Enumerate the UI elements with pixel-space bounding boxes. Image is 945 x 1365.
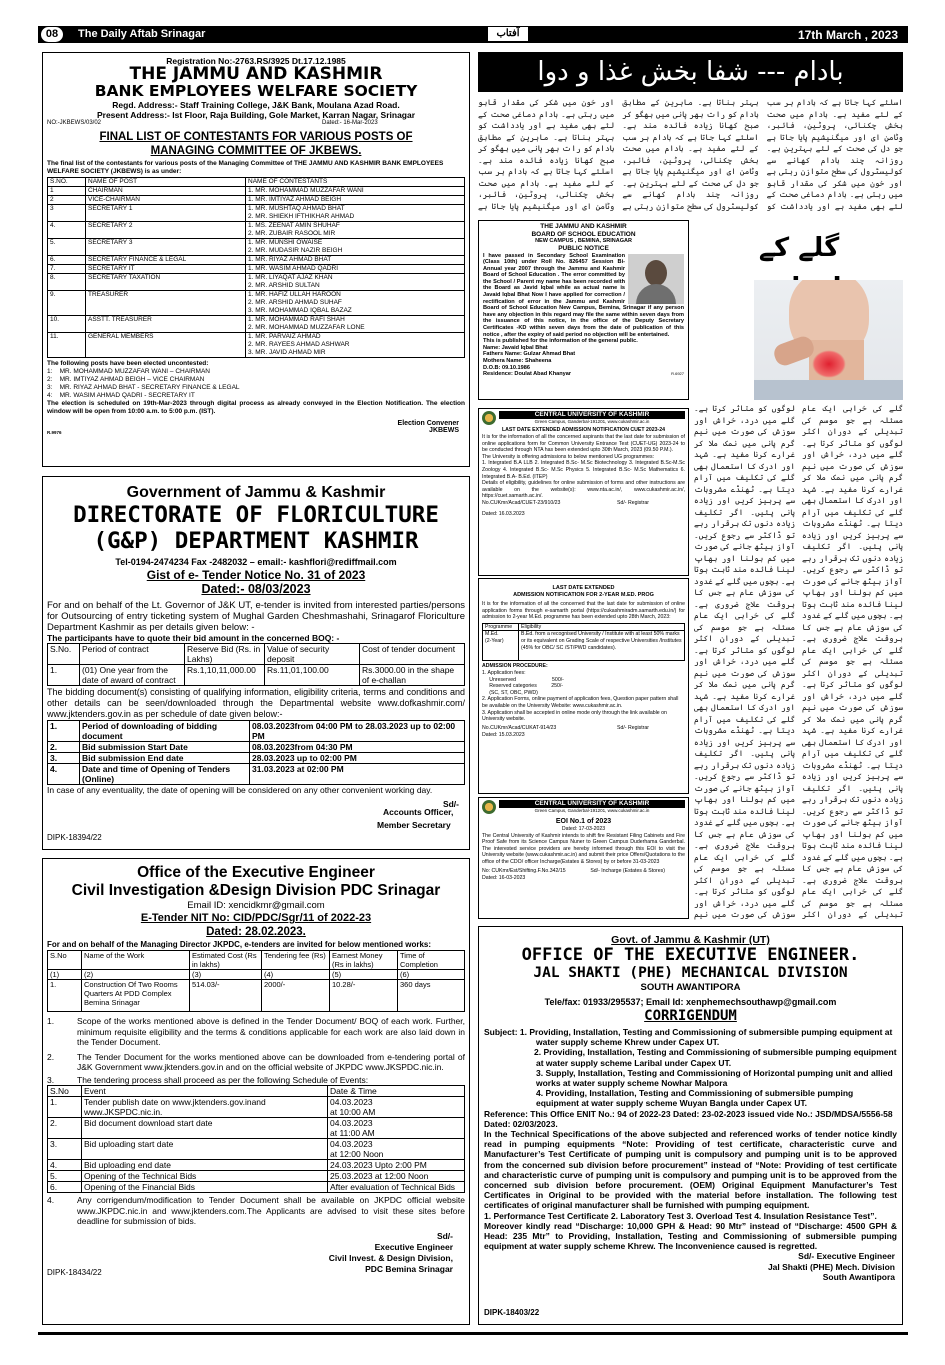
contestant-cell: SECRETARY TAXATION [86, 274, 246, 291]
cuet-date: Dated: 16.03.2023 [482, 510, 525, 517]
issue-date: 17th March , 2023 [797, 28, 898, 42]
pdc-sd: Sd/- [436, 1230, 453, 1241]
boq-cell: Rs.1,10,11,000.00 [185, 665, 265, 686]
med-date: Dated: 15.03.2023 [482, 731, 525, 738]
works-col: Earnest Money (Rs in lakhs) [330, 951, 398, 970]
works-num: (4) [262, 970, 330, 980]
works-num: (3) [190, 970, 262, 980]
para-text: Scope of the works mentioned above is defined in the Tender Document/ BOQ of each work. Further, minimum requisite eligibility and the terms & conditions applicable for each work are also laid down in the Tender Document. [77, 1016, 465, 1047]
contestant-cell: SECRETARY FINANCE & LEGAL [86, 256, 246, 265]
registration-no: Registration No:-2763.RS/3925 Dt.17.12.1985 [166, 56, 346, 66]
pdc-para-2: 2. The Tender Document for the works mentioned above can be downloaded from e-tendering portal of J&K Government www.jktenders.gov.in and on the official website of JKPDC www.JKSPDC.nic.in. [47, 1051, 465, 1072]
table-row [48, 256, 465, 265]
event-cell: 4. [48, 1160, 82, 1171]
med-col: Eligibility [519, 623, 685, 631]
med-prog: M.Ed. (2-Year) [483, 631, 519, 661]
cuk-eoi-notice [478, 797, 689, 919]
events-col: Event [82, 1086, 328, 1097]
bose-code: R.6927 [671, 371, 684, 377]
jal-title-2: JAL SHAKTI (PHE) MECHANICAL DIVISION [533, 965, 848, 981]
event-cell: 04.03.2023 at 12:00 Noon [328, 1139, 465, 1160]
subject-item: 2. Providing, Installation, Testing and Commissioning of submersible pumping equipment at water supply scheme Laribal under Capex UT. [534, 1047, 897, 1068]
works-col: Time of Completion [398, 951, 465, 970]
works-cell: 514.03/- [190, 980, 262, 1012]
works-cell: Construction Of Two Rooms Quarters At PDD Complex Bemina Srinagar [82, 980, 190, 1012]
page-header [38, 26, 908, 43]
jal-body-1: In the Technical Specifications of the above subjected and referenced works of tender notice kindly read in pumping equipments “Note: Providing of test certificate, characteristic curve and Manufacturer’s Test Certificate of pumping unit is compulsory and pumping unit is to be approved from the concerned sub division before procurement” instead of “Note: Providing of test certificate and characteristic curve of pumping unit is compulsory and pumping unit is to be approved from the concerned sub division before procurement. (OEM) Original Equipment Manufacturer’s Test Certificates in Original to be provided with the material before installation. The following test certificates of original manufacturer shall be furnished with pumping equipment. [484, 1129, 897, 1211]
contestant-cell: 1 [48, 187, 86, 196]
boq-cell: 1. [48, 665, 80, 686]
table-row [48, 196, 465, 205]
bose-residence: Residence: Doulat Abad Khanyar [483, 371, 572, 378]
boq-table [47, 643, 465, 686]
works-cell: 2000/- [262, 980, 330, 1012]
schedule-cell: 31.03.2023 at 02:00 PM [250, 764, 465, 785]
contestant-cell: 11. [48, 333, 86, 358]
masthead-logo: آفتاب [488, 27, 528, 41]
para-text: Any corrigendum/modification to Tender Document shall be available on JKPDC official website www.JKPDC.nic.in and www.jktenders.com.The Applicants are advised to visit these sites before deadline for submission of bids. [77, 1195, 465, 1226]
regd-address: Regd. Address:- Staff Training College, J&K Bank, Moulana Azad Road. [112, 100, 400, 110]
med-eligibility: B.Ed. from a recognised University / Institute with at least 50% marks or its equivalent on Grading Scale of respective Universities /Institutes (45% for OBC/ SC /ST/PWD candidates). [519, 631, 685, 661]
contestant-cell: ASSTT. TREASURER [86, 316, 246, 333]
boq-cell: Rs.3000.00 in the shape of e-challan [360, 665, 465, 686]
convener-org: JKBEWS [429, 427, 459, 434]
bose-title-1: THE JAMMU AND KASHMIR [540, 223, 627, 230]
contestant-cell: 1. MR. IMTIYAZ AHMAD BEIGH [246, 196, 465, 205]
contestant-cell: 1. MR. RIYAZ AHMAD BHAT [246, 256, 465, 265]
med-col: Programme [483, 623, 519, 631]
eoi-dated: Dated: 16-03-2023 [482, 874, 526, 881]
med-fee-2: 2. Application Forms, online payment of application fees, Question paper pattern shall be available on the University Website: www.cukashmir.ac.in. [482, 696, 679, 709]
event-cell: 25.03.2023 at 12:00 Noon [328, 1171, 465, 1182]
bose-title-2: BOARD OF SCHOOL EDUCATION [531, 230, 636, 238]
table-row [48, 316, 465, 333]
urdu-text: اسلئے کہا جاتا ہے کہ بادام ہر سب کے لئے مفید ہے۔ بادام میں صحت بخش چکنائی، پروٹین، فائبر، وٹامن ای اور میگنیشیم پایا جاتا ہے جو دل کی صحت کے لئے بہترین ہے۔ روزانہ چند بادام کھانے سے کولیسٹرول کی سطح متوازن رہتی ہے اور خون میں شکر کی مقدار قابو میں رہتی ہے۔ بادام دماغی صحت کے لئے بھی مفید ہے اور یادداشت کو بہتر بناتا ہے۔ ماہرین کے مطابق بادام کو رات بھر پانی میں بھگو کر صبح کھانا زیادہ فائدہ مند ہے۔ [478, 98, 759, 211]
eoi-sd: Sd/- Incharge (Estates & Stores) [590, 867, 665, 874]
list-item: 3: MR. RIYAZ AHMAD BHAT - SECRETARY FINANCE & LEGAL [47, 384, 240, 391]
med-body: It is for the information of all the concerned that the last date for submission of online application forms through e-samarth portal (https://cukashmiradm.samarth.edu.in/) for admission to 2-year M.Ed. programme has been extended upto 28th March, 2023: [482, 601, 685, 621]
contestant-cell: 1. MR. PARVAIZ AHMAD 2. MR. RAYEES AHMAD ASHWAR 3. MR. JAVID AHMAD MIR [246, 333, 465, 358]
jal-code: DIPK-18403/22 [484, 1308, 540, 1317]
urdu-article-top [478, 97, 903, 217]
contestant-cell: 1. MR. MOHAMMAD MUZZAFAR WANI [246, 187, 465, 196]
list-item: 2: MR. IMTIYAZ AHMAD BEIGH – VICE CHAIRMAN [47, 376, 205, 383]
throat-article-header [694, 220, 903, 400]
contestant-cell: 9. [48, 291, 86, 316]
col-sno: S.NO. [48, 178, 86, 187]
jal-subject [484, 1027, 897, 1109]
floriculture-notice [42, 476, 470, 850]
works-cell: 1. [48, 980, 82, 1012]
contestant-cell: 10. [48, 316, 86, 333]
schedule-cell: 08.03.2023from 04:00 PM to 28.03.2023 up to 02:00 PM [250, 721, 465, 742]
event-cell: 04.03.2023 at 11:00 AM [328, 1118, 465, 1139]
med-procedure-head: ADMISSION PROCEDURE: [482, 663, 548, 670]
schedule-cell: 3. [48, 753, 80, 764]
col-post: NAME OF POST [86, 178, 246, 187]
pdc-para-3: 3. The tendering process shall proceed as per the following Schedule of Events: [47, 1075, 465, 1086]
bottom-rule [38, 1332, 908, 1335]
events-col: S.No [48, 1086, 82, 1097]
flori-intro: For and on behalf of the Lt. Governor of J&K UT, e-tender is invited from interested parties/persons for Outsourcing of entry ticketing system of Mughal Garden Cheshmashahi, Srinagarof Floriculture Department Kashmir as per details given below: - [47, 600, 465, 633]
bose-public-notice: PUBLIC NOTICE [558, 245, 609, 252]
pdc-notice [42, 858, 470, 1325]
contestant-cell: 1. MS. ZEENAT AMIN SHUHAF 2. MR. ZUBAIR RASOOL MIR [246, 222, 465, 239]
present-address: Present Address:- Ist Floor, Raja Building, Gole Market, Karran Nagar, Srinagar [96, 110, 416, 120]
urdu-text: اسلئے کہا جاتا ہے کہ بادام ہر سب کے لئے مفید ہے۔ بادام میں صحت بخش چکنائی، پروٹین، فائبر، وٹامن ای اور میگنیشیم پایا جاتا ہے جو دل کی صحت کے لئے بہترین ہے۔ روزانہ چند بادام کھانے سے کولیسٹرول کی سطح متوازن رہتی ہے اور خون میں شکر کی مقدار قابو میں رہتی ہے۔ بادام دماغی صحت کے لئے بھی مفید ہے اور یادداشت کو بہتر بناتا ہے۔ ماہرین کے مطابق بادام کو رات بھر پانی میں بھگو کر صبح کھانا زیادہ فائدہ مند ہے۔ [622, 98, 903, 211]
table-row [48, 1097, 465, 1118]
cuk-logo-icon [482, 800, 496, 814]
corrigendum-heading: CORRIGENDUM [644, 1008, 737, 1024]
gist-date: Dated:- 08/03/2023 [201, 582, 311, 596]
flori-contacts: Tel-0194-2474234 Fax -2482032 – email:- kashflori@rediffmail.com [115, 557, 397, 567]
table-row [48, 239, 465, 256]
flori-sig-1: Accounts Officer, [383, 807, 454, 817]
subject-item: Subject: 1. Providing, Installation, Testing and Commissioning of submersible pumping equipment at water supply scheme Khrew under Capex UT. [484, 1027, 893, 1048]
throat-title: گلے کے [758, 233, 840, 263]
col-contestants: NAME OF CONTESTANTS [246, 178, 465, 187]
table-row [48, 333, 465, 358]
table-row [48, 291, 465, 316]
notice-date: Dated:- 16-Mar-2023 [322, 120, 378, 126]
pdc-email: Email ID: xencidkmr@gmail.com [187, 900, 325, 911]
cuk-title: CENTRAL UNIVERSITY OF KASHMIR [499, 411, 685, 419]
eventuality-note: In case of any eventuality, the date of opening will be considered on any other convenient working day. [47, 785, 433, 795]
bose-notice [478, 220, 689, 400]
contestant-cell: 1. MR. MUNSHI OWAISE 2. MR. MUDASIR NAZIR BEIGH [246, 239, 465, 256]
final-list-heading: FINAL LIST OF CONTESTANTS FOR VARIOUS POSTS OF [99, 131, 413, 143]
event-cell: 04.03.2023 at 10:00 AM [328, 1097, 465, 1118]
event-cell: 2. [48, 1118, 82, 1139]
table-row [48, 665, 465, 686]
event-cell: 24.03.2023 Upto 2:00 PM [328, 1160, 465, 1171]
urdu-article-mid [694, 403, 903, 921]
table-row [48, 721, 465, 742]
med-sd: Sd/- Registrar [617, 724, 649, 731]
works-cell: 10.28/- [330, 980, 398, 1012]
event-cell: Bid uploading start date [82, 1139, 328, 1160]
eoi-body: The Central University of Kashmir intends to shift fire Resistant Filing Cabinets and Fire Proof Safe from its Science Campus Nuner to Green Campus Duderhama Ganderbal. The interested service providers are hereby informed through this EOI to visit the University website (www.cukashmir.ac.in) and submit their price Offers/Quotations to the office of the CDO/ officer Incharge(Estates & Stores) by or before 31-03-2023 [482, 832, 685, 865]
table-row [48, 205, 465, 222]
boq-col-sno: S.No. [48, 644, 80, 665]
pdc-title-2: Civil Investigation &Design Division PDC Srinagar [71, 882, 441, 899]
jal-shakti-notice [478, 926, 903, 1325]
works-num: (2) [82, 970, 190, 980]
boq-cell: (01) One year from the date of award of contract [80, 665, 185, 686]
table-row [48, 222, 465, 239]
cuet-heading: LAST DATE EXTENDED ADMISSION NOTIFICATION CUET 2023-24 [501, 427, 666, 433]
med-heading-2: ADMISSION NOTIFICATION FOR 2-YEAR M.ED. PROG [513, 592, 654, 598]
final-list-heading-2: MANAGING COMMITTEE OF JKBEWS. [150, 145, 362, 157]
med-fee-3: 3. Application shall be accepted in online mode only through the link available on University website. [482, 709, 667, 723]
pdc-dated: Dated: 28.02.2023. [206, 926, 306, 938]
contestant-cell: 7. [48, 265, 86, 274]
works-col: Estimated Cost (Rs in lakhs) [190, 951, 262, 970]
bose-dob: D.O.B: 09.10.1986 [483, 364, 530, 371]
works-num: (5) [330, 970, 398, 980]
cuk-med-notice [478, 578, 689, 794]
contestant-cell: 3 [48, 205, 86, 222]
election-note: The election is scheduled on 19th-Mar-2023 through digital process as already conveyed in the Election Notification. The election window will be open from 10:00 a.m. to 5:00 p.m. (IST). [47, 400, 465, 415]
urdu-text: گلے کی خرابی ایک عام مسئلہ ہے جو موسم کی تبدیلی کے دوران اکثر لوگوں کو متاثر کرتا ہے۔ گلے میں درد، خراش اور سوزش کی صورت میں نیم گرم پانی میں نمک ملا کر غرارے کرنا مفید ہے۔ شہد اور ادرک کا استعمال بھی گلے کی تکلیف میں آرام دیتا ہے۔ ٹھنڈے مشروبات سے پرہیز کریں اور زیادہ پانی پئیں۔ اگر تکلیف زیادہ دنوں تک برقرار رہے تو ڈاکٹر سے رجوع کریں۔ آواز بیٹھ جانے کی صورت میں کم بولنا اور بھاپ لینا فائدہ مند ثابت ہوتا ہے۔ بچوں میں گلے کے غدود کی سوزش عام ہے جس کا بروقت علاج ضروری ہے۔ [694, 404, 903, 919]
contestant-cell: 1. MR. WASIM AHMAD QADRI [246, 265, 465, 274]
works-col: Name of the Work [82, 951, 190, 970]
urdu-text: گلے کی خرابی ایک عام مسئلہ ہے جو موسم کی تبدیلی کے دوران اکثر لوگوں کو متاثر کرتا ہے۔ گلے میں درد، خراش اور سوزش کی صورت میں نیم [694, 852, 795, 919]
jkbews-title-2: BANK EMPLOYEES WELFARE SOCIETY [94, 82, 418, 100]
contestant-cell: SECRETARY IT [86, 265, 246, 274]
page-number: 08 [41, 27, 63, 42]
cuet-ref: No.CUKmr/Acad/CUET-23/910/23 [482, 499, 561, 506]
table-row [48, 1160, 465, 1171]
flori-sig-2: Member Secretary [377, 820, 451, 830]
contestant-cell: 8. [48, 274, 86, 291]
urdu-banner: بادام --- شفا بخش غذا و دوا [478, 52, 903, 92]
bose-title-3: NEW CAMPUS , BEMINA, SRINAGAR [535, 238, 632, 244]
schedule-cell: 4. [48, 764, 80, 785]
bose-mother: Mothera Name: Shaheena [483, 358, 552, 364]
jal-reference: Reference: This Office ENIT No.: 94 of 2022-23 Dated: 23-02-2023 issued vide No.: JSD/MDSA/5556-58 Dated: 02/03/2023. [484, 1108, 893, 1129]
event-cell: Tender publish date on www.jktenders.gov.inand www.JKSPDC.nic.in. [82, 1097, 328, 1118]
list-item: 1: MR. MOHAMMAD MUZZAFAR WANI – CHAIRMAN [47, 368, 210, 375]
eoi-date: Dated: 17-03-2023 [561, 826, 606, 832]
contestant-cell: CHAIRMAN [86, 187, 246, 196]
para-text: The tendering process shall proceed as per the following Schedule of Events: [77, 1074, 369, 1085]
cuet-details: Details of eligibility, guidelines for online submission of forms and other instructions are available on the website(s): www.nta.ac.in/, www.cukashmir.ac.in/, https://cuet.samarth.ac.in/. [482, 480, 685, 500]
table-row [48, 1139, 465, 1160]
event-cell: 6. [48, 1182, 82, 1193]
boq-col-period: Period of contract [80, 644, 185, 665]
jal-title-1: OFFICE OF THE EXECUTIVE ENGINEER. [521, 945, 860, 965]
med-ref: No.CUKmr/Acad/CUKAT-914/23 [482, 724, 557, 731]
contestant-cell: 5. [48, 239, 86, 256]
schedule-cell: Bid submission Start Date [80, 742, 250, 753]
table-row [48, 1182, 465, 1193]
cuk-cuet-notice [478, 408, 689, 576]
eoi-number: EOI No.1 of 2023 [555, 818, 612, 825]
cuet-offer: The University is offering admissions to below mentioned UG programmes: [482, 453, 655, 460]
flori-quote-note: The participants have to quote their bid amount in the concerned BOQ: - [47, 633, 340, 643]
pdc-nit: E-Tender NIT No: CID/PDC/Sgr/11 of 2022-23 [140, 912, 372, 924]
subject-item: 4. Providing, Installation, Testing and Commissioning of submersible pumping equipment at water supply scheme Wuyan Bangla under Capex UT. [536, 1088, 854, 1109]
applicant-photo [628, 254, 684, 304]
works-table [47, 950, 465, 1012]
list-item: 4: MR. WASIM AHMAD QADRI - SECRETARY IT [47, 392, 195, 399]
intro-text: The final list of the contestants for various posts of the Managing Committee of THE JAMMU AND KASHMIR BANK EMPLOYEES WELFARE SOCIETY (JKBEWS) is as under: [47, 160, 444, 175]
cuk-title: CENTRAL UNIVERSITY OF KASHMIR [499, 800, 685, 808]
table-row [48, 764, 465, 785]
contestant-cell: SECRETARY 1 [86, 205, 246, 222]
schedule-cell: 2. [48, 742, 80, 753]
schedule-cell: Period of downloading of bidding document [80, 721, 250, 742]
event-cell: After evaluation of Technical Bids [328, 1182, 465, 1193]
event-cell: 1. [48, 1097, 82, 1118]
works-num: (1) [48, 970, 82, 980]
pdc-intro: For and on behalf of the Managing Director JKPDC, e-tenders are invited for below mentioned works: [47, 940, 432, 949]
boq-col-reserve: Reserve Bid (Rs. in Lakhs) [185, 644, 265, 665]
works-num: (6) [398, 970, 465, 980]
gist-heading: Gist of e- Tender Notice No. 31 of 2023 [146, 568, 366, 582]
pdc-sig-2: Civil Invest. & Design Division, [328, 1252, 453, 1263]
para-text: The Tender Document for the works mentioned above can be downloaded from e-tendering portal of J&K Government www.jktenders.gov.in and on the official website of JKPDC www.JKSPDC.nic.in. [77, 1051, 465, 1072]
schedule-cell: Date and time of Opening of Tenders (Online) [80, 764, 250, 785]
pdc-title-1: Office of the Executive Engineer [137, 864, 375, 881]
gov-heading: Government of Jammu & Kashmir [126, 484, 386, 501]
jal-title-3: SOUTH AWANTIPORA [640, 982, 741, 993]
boq-col-cost: Cost of tender document [360, 644, 465, 665]
bose-body: I have passed in Secondary School Examination (Class 10th) under Roll No. 826457 Session Bi-Annual year 2007 through the Jammu and Kashmir Board of School Education . The error committed by the School / Parent my name has been recorded with the Board as Javid Iqbal while as actual name is Javaid Iqbal Bhat Now I have applied for correction / rectification of error in the Jammu and Kashmir Board of School Education New Campus, Bemina, Srinagar if any person have any objection in this regard may file the same within seven days from the issuance of this notice, in the office of the Deputy Secretary Certificates -KD within seven days from the date of publication of this notice , after the expiry of said period no objection will be entertained. [483, 252, 684, 338]
table-row [48, 1171, 465, 1182]
contestant-cell: 2 [48, 196, 86, 205]
cuet-programmes: 1. Integrated B.A LLB 2. Integrated B.Sc- M.Sc Biotechnology 3. Integrated B.Sc-M.Sc Zoology 4. Integrated B.Sc- M.Sc Physics 5. Integrated B.Sc- M.Sc Mathematics 6. Integrated B.A- B.Ed. (ITEP) [482, 460, 685, 480]
jal-gov: Govt. of Jammu & Kashmir (UT) [611, 934, 770, 946]
flori-title-1: DIRECTORATE OF FLORICULTURE [73, 502, 439, 528]
contestant-cell: TREASURER [86, 291, 246, 316]
events-table [47, 1085, 465, 1193]
table-row [48, 187, 465, 196]
contestant-cell: 1. MR. HAFIZ ULLAH HAROON 2. MR. ARSHID AHMAD SUHAF 3. MR. MOHAMMAD IQBAL BAZAZ [246, 291, 465, 316]
subject-item: 3. Supply, Installation, Testing and Commissioning of Horizontal pumping unit and allied works at water supply scheme Nowhar Malpora [536, 1067, 893, 1089]
urdu-text: گلے کی خرابی ایک عام مسئلہ ہے جو موسم کی تبدیلی کے دوران اکثر لوگوں کو متاثر کرتا ہے۔ گلے میں درد، خراش اور سوزش کی صورت میں نیم گرم پانی میں نمک ملا کر غرارے کرنا مفید ہے۔ شہد اور ادرک کا استعمال بھی گلے کی تکلیف میں آرام دیتا ہے۔ ٹھنڈے مشروبات سے پرہیز کریں اور زیادہ پانی پئیں۔ اگر تکلیف زیادہ دنوں تک برقرار رہے تو ڈاکٹر سے رجوع کریں۔ آواز بیٹھ جانے کی صورت میں کم بولنا اور بھاپ لینا فائدہ مند ثابت ہوتا ہے۔ بچوں میں گلے کے غدود کی سوزش عام ہے جس کا بروقت علاج ضروری ہے۔ [802, 645, 903, 885]
convener-title: Election Convener [397, 420, 459, 427]
table-row [48, 274, 465, 291]
pdc-code: DIPK-18434/22 [47, 1267, 102, 1277]
schedule-cell: 08.03.2023from 04:30 PM [250, 742, 465, 753]
uncontested-heading: The following posts have been elected uncontested: [47, 360, 209, 367]
med-fees: 1. Application fees: Unreserved 500/- Reserved categories 250/- (SC, ST, OBC, PWD) [482, 669, 564, 696]
bidding-docs-text: The bidding document(s) consisting of qualifying information, eligibility criteria, terms and conditions and other details can be seen/downloaded through the Departmental website www.dofkashmir.com/ www.jktenders.gov.in as per schedule of date given below:- [47, 687, 465, 719]
notice-no: NO:-JKBEWS/03/02 [47, 120, 102, 126]
contestant-cell: 1. MR. MOHAMMAD RAFI SHAH 2. MR. MOHAMMAD MUZZAFAR LONE [246, 316, 465, 333]
bose-name: Name: Javaid Iqbal Bhat [483, 344, 548, 351]
flori-code: DIPK-18394/22 [47, 833, 102, 842]
table-row [48, 265, 465, 274]
urdu-text: گلے کی خرابی ایک عام مسئلہ ہے جو موسم کی تبدیلی کے دوران اکثر لوگوں کو متاثر کرتا ہے۔ گلے میں درد، خراش اور سوزش کی صورت میں نیم گرم پانی میں نمک ملا کر غرارے کرنا مفید ہے۔ شہد اور ادرک کا استعمال بھی گلے کی تکلیف میں آرام دیتا ہے۔ ٹھنڈے مشروبات سے پرہیز کریں اور زیادہ پانی پئیں۔ اگر تکلیف زیادہ دنوں تک برقرار رہے تو ڈاکٹر سے رجوع کریں۔ آواز بیٹھ جانے کی صورت میں کم بولنا اور بھاپ لینا فائدہ مند ثابت ہوتا ہے۔ بچوں میں گلے کے غدود کی سوزش عام ہے جس کا بروقت علاج ضروری ہے۔ [802, 404, 903, 643]
pdc-sig-1: Executive Engineer [374, 1241, 453, 1252]
cuk-address: Green Campus, Ganderbal-191201, www.cukashmir.ac.in [534, 419, 650, 424]
med-heading-1: LAST DATE EXTENDED [552, 585, 615, 591]
contestant-cell: GENERAL MEMBERS [86, 333, 246, 358]
contestant-cell: 6. [48, 256, 86, 265]
jal-body-3: Moreover kindly read “Discharge: 10,000 GPH & Head: 90 Mtr” instead of “Discharge: 4500 GPH & Head: 235 Mtr” to Providing, Installation, Testing and Commissioning of submersible pumping equipment at water supply scheme Khrew. The Inconvenience caused is regretted. [484, 1220, 897, 1252]
bose-info: This is published for the information of the general public. [483, 338, 638, 345]
schedule-cell: 28.03.2023 up to 02:00 PM [250, 753, 465, 764]
works-col: S.No [48, 951, 82, 970]
event-cell: Bid uploading end date [82, 1160, 328, 1171]
event-cell: Opening of the Technical Bids [82, 1171, 328, 1182]
jkbews-notice [42, 52, 470, 467]
bose-father: Fathers Name: Gulzar Ahmad Bhat [483, 351, 576, 358]
contestant-cell: VICE-CHAIRMAN [86, 196, 246, 205]
contestant-cell: SECRETARY 2 [86, 222, 246, 239]
jkbews-code: R.9976 [47, 430, 62, 435]
table-row [48, 1118, 465, 1139]
event-cell: Opening of the Financial Bids [82, 1182, 328, 1193]
contestant-cell: 1. MR. LIYAQAT AJAZ KHAN 2. MR. ARSHID SULTAN [246, 274, 465, 291]
schedule-table [47, 720, 465, 785]
cuk-logo-icon [482, 411, 496, 425]
eoi-ref: No: CUKmr/Est/Shifting.F.No.342/15 [482, 867, 566, 874]
cuk-address: Green Campus, Ganderbal-191201, www.cukashmir.ac.in [534, 808, 650, 813]
pdc-para-1: 1. Scope of the works mentioned above is defined in the Tender Document/ BOQ of each work. Further, minimum requisite eligibility and the terms & conditions applicable for each work are also laid down in the Tender Document. [47, 1016, 465, 1047]
flori-title-2: (G&P) DEPARTMENT KASHMIR [93, 528, 419, 554]
jal-body-2: 1. Performance Test Certificate 2. Laboratory Test 3. Overload Test 4. Insulation Resistance Test”. [484, 1210, 877, 1221]
table-row [48, 980, 465, 1012]
table-row [483, 631, 685, 661]
table-row [48, 753, 465, 764]
cuet-body: It is for the information of all the concerned aspirants that the last date for submission of online applications form for Common University Entrance Test (CUET-UG) 2023-24 to be conducted through NTA has been extended upto 30th March, 2023 (09.50 P.M.). [482, 434, 685, 454]
schedule-cell: Bid submission End date [80, 753, 250, 764]
cuet-sd: Sd/- Registrar [617, 499, 649, 506]
med-table [482, 623, 685, 662]
paper-name: The Daily Aftab Srinagar [78, 28, 206, 40]
throat-illustration [754, 280, 903, 400]
flori-sd: Sd/- [442, 799, 459, 809]
boq-col-security: Value of security deposit [265, 644, 360, 665]
urdu-text: اسلئے کہا جاتا ہے کہ بادام ہر سب کے لئے مفید ہے۔ بادام میں صحت بخش چکنائی، پروٹین، فائبر، وٹامن ای اور میگنیشیم پایا جاتا ہے [478, 167, 615, 211]
event-cell: Bid document download start date [82, 1118, 328, 1139]
schedule-cell: 1. [48, 721, 80, 742]
contestants-table [47, 177, 465, 358]
urdu-text: گلے کی خرابی ایک عام مسئلہ ہے جو موسم کی تبدیلی کے دوران اکثر لوگوں کو متاثر کرتا ہے۔ گلے میں درد، خراش اور سوزش کی صورت میں نیم گرم پانی میں نمک ملا کر غرارے کرنا مفید ہے۔ شہد اور ادرک کا استعمال بھی گلے کی تکلیف میں آرام دیتا ہے۔ ٹھنڈے مشروبات سے پرہیز کریں اور زیادہ پانی پئیں۔ اگر تکلیف زیادہ دنوں تک برقرار رہے تو ڈاکٹر سے رجوع کریں۔ آواز بیٹھ جانے کی صورت میں کم بولنا اور بھاپ لینا فائدہ مند ثابت ہوتا ہے۔ بچوں میں گلے کے غدود کی سوزش عام ہے جس کا بروقت علاج ضروری ہے۔ [694, 611, 795, 850]
contestant-cell: SECRETARY 3 [86, 239, 246, 256]
jal-contact: Tele/fax: 01933/295537; Email Id: xenphemechsouthawp@gmail.com [544, 997, 837, 1007]
pdc-sig-3: PDC Bemina Srinagar [365, 1263, 453, 1274]
jkbews-title-1: THE JAMMU AND KASHMIR [129, 64, 383, 84]
pdc-para-4: 4. Any corrigendum/modification to Tender Document shall be available on JKPDC official website www.JKPDC.nic.in and www.jktenders.com.The Applicants are advised to visit these sites before deadline for submission of bids. [47, 1195, 465, 1226]
works-cell: 360 days [398, 980, 465, 1012]
event-cell: 3. [48, 1139, 82, 1160]
event-cell: 5. [48, 1171, 82, 1182]
boq-cell: Rs.11,01,100.00 [265, 665, 360, 686]
contestant-cell: 4. [48, 222, 86, 239]
jal-sig-2: Jal Shakti (PHE) Mech. Division [767, 1261, 895, 1272]
table-row [48, 742, 465, 753]
works-col: Tendering fee (Rs) [262, 951, 330, 970]
events-col: Date & Time [328, 1086, 465, 1097]
contestant-cell: 1. MR. MUSHTAQ AHMAD BHAT 2. MR. SHIEKH IFTHIKHAR AHMAD [246, 205, 465, 222]
jal-sig-3: South Awantipora [822, 1271, 895, 1282]
jal-sig-1: Sd/- Executive Engineer [798, 1251, 895, 1262]
